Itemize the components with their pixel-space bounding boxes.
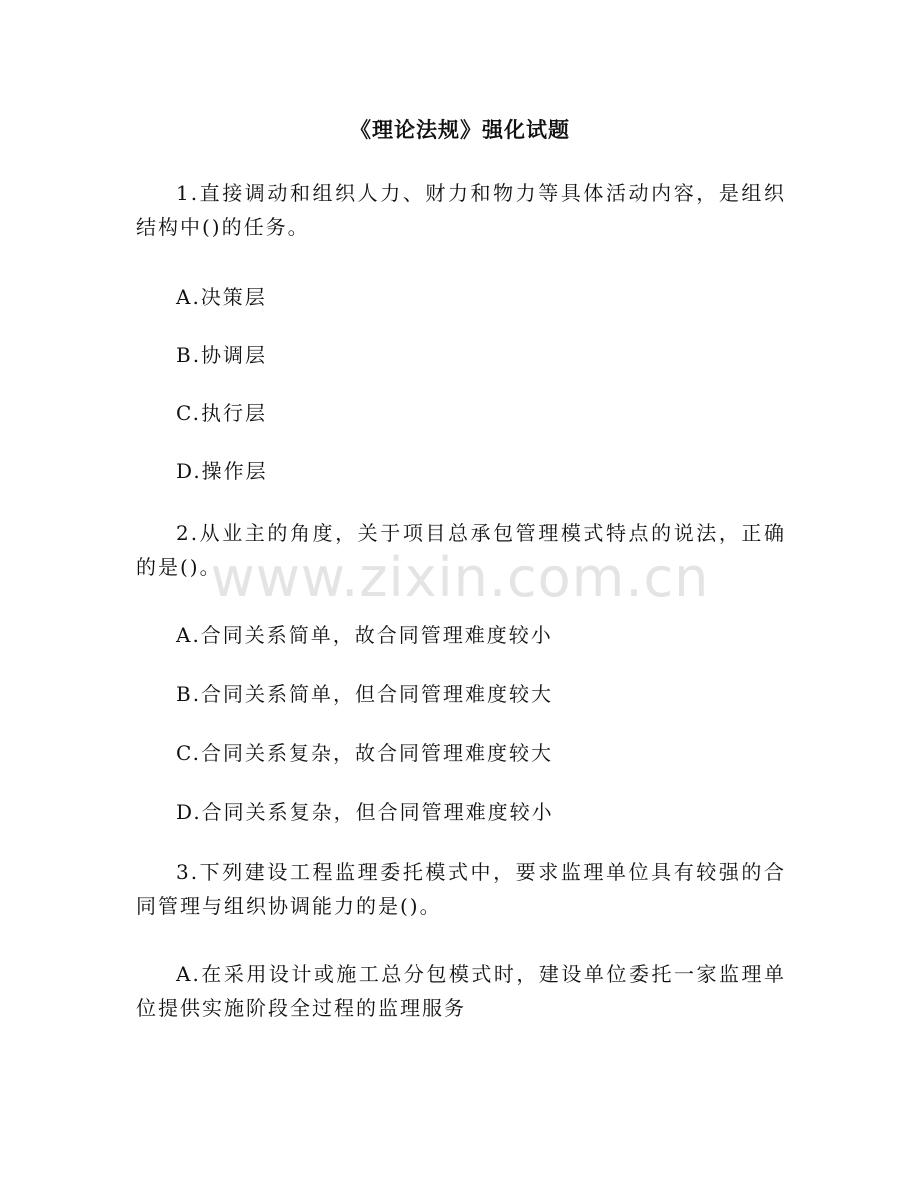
watermark: www.zixin.com.cn	[210, 546, 710, 609]
question-1-option-d: D.操作层	[176, 459, 268, 483]
question-1-option-a: A.决策层	[176, 285, 267, 309]
question-2-option-b: B.合同关系简单，但合同管理难度较大	[176, 682, 554, 706]
question-3-stem: 3.下列建设工程监理委托模式中，要求监理单位具有较强的合同管理与组织协调能力的是()。	[136, 860, 786, 918]
question-1-stem: 1.直接调动和组织人力、财力和物力等具体活动内容，是组织结构中()的任务。	[136, 181, 786, 239]
question-1-option-c: C.执行层	[176, 401, 267, 425]
question-2-option-d: D.合同关系复杂，但合同管理难度较小	[176, 800, 554, 824]
question-3-option-a: A.在采用设计或施工总分包模式时，建设单位委托一家监理单位提供实施阶段全过程的监理服务	[136, 962, 786, 1020]
question-2-stem: 2.从业主的角度，关于项目总承包管理模式特点的说法，正确的是()。	[136, 521, 786, 579]
question-2-option-c: C.合同关系复杂，故合同管理难度较大	[176, 741, 553, 765]
question-2-option-a: A.合同关系简单，故合同管理难度较小	[176, 623, 553, 647]
document-title: 《理论法规》强化试题	[350, 118, 570, 142]
question-1-option-b: B.协调层	[176, 343, 268, 367]
